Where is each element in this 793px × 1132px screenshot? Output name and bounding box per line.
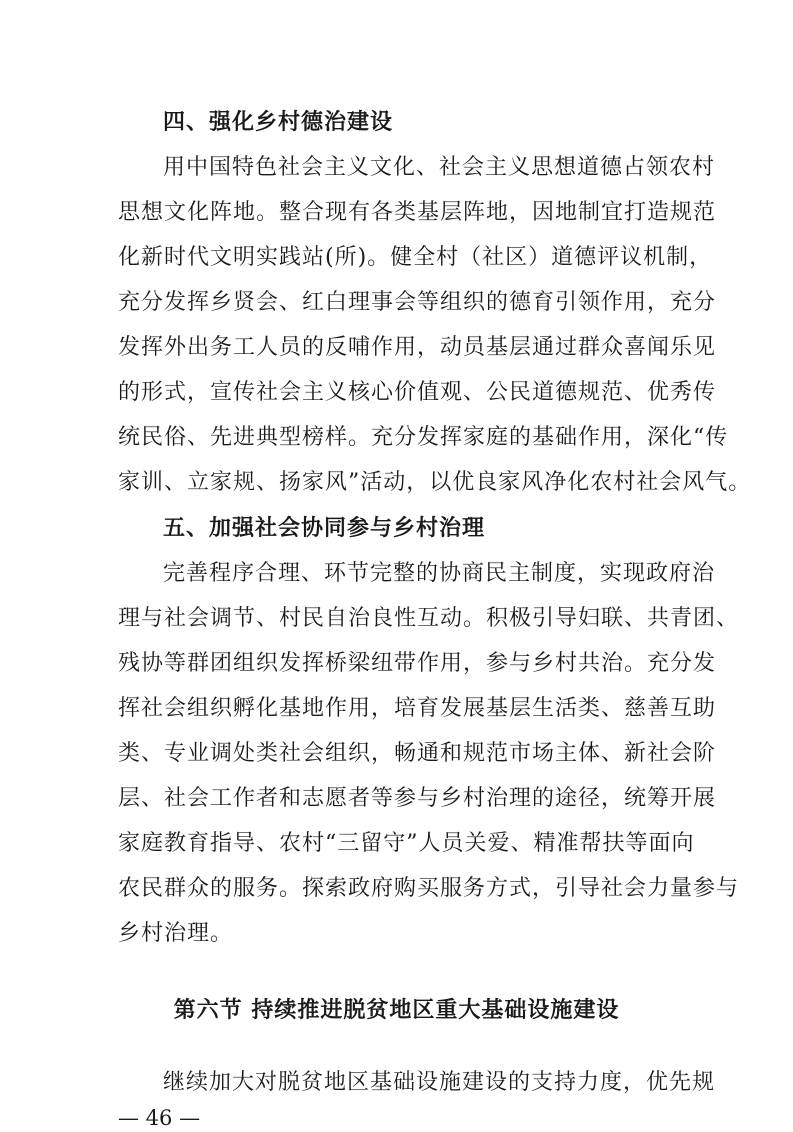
heading-social-collaboration: 五、加强社会协同参与乡村治理: [163, 516, 486, 541]
paragraph-line: 统民俗、先进典型榜样。充分发挥家庭的基础作用，深化“传: [118, 425, 729, 450]
paragraph-line: 继续加大对脱贫地区基础设施建设的支持力度，优先规: [163, 1070, 716, 1095]
section-title: 第六节 持续推进脱贫地区重大基础设施建设: [173, 998, 620, 1023]
paragraph-line: 农民群众的服务。探索政府购买服务方式，引导社会力量参与: [118, 876, 740, 901]
paragraph-line: 用中国特色社会主义文化、社会主义思想道德占领农村: [163, 155, 716, 180]
page-number: — 46 —: [118, 1106, 201, 1130]
paragraph-line: 完善程序合理、环节完整的协商民主制度，实现政府治: [163, 561, 716, 586]
paragraph-line: 家庭教育指导、农村“三留守”人员关爱、精准帮扶等面向: [118, 831, 695, 856]
paragraph-line: 理与社会调节、村民自治良性互动。积极引导妇联、共青团、: [118, 606, 740, 631]
paragraph-line: 类、专业调处类社会组织，畅通和规范市场主体、新社会阶: [118, 741, 717, 766]
paragraph-line: 思想文化阵地。整合现有各类基层阵地，因地制宜打造规范: [118, 200, 717, 225]
paragraph-line: 的形式，宣传社会主义核心价值观、公民道德规范、优秀传: [118, 380, 717, 405]
paragraph-line: 家训、立家规、扬家风”活动，以优良家风净化农村社会风气。: [118, 470, 752, 495]
paragraph-line: 发挥外出务工人员的反哺作用，动员基层通过群众喜闻乐见: [118, 335, 717, 360]
heading-strengthen-moral-governance: 四、强化乡村德治建设: [163, 110, 394, 135]
paragraph-line: 化新时代文明实践站(所)。健全村（社区）道德评议机制，: [118, 245, 713, 270]
paragraph-line: 挥社会组织孵化基地作用，培育发展基层生活类、慈善互助: [118, 696, 717, 721]
paragraph-line: 残协等群团组织发挥桥梁纽带作用，参与乡村共治。充分发: [118, 651, 717, 676]
paragraph-line: 充分发挥乡贤会、红白理事会等组织的德育引领作用，充分: [118, 290, 717, 315]
paragraph-line: 层、社会工作者和志愿者等参与乡村治理的途径，统筹开展: [118, 786, 717, 811]
paragraph-line: 乡村治理。: [118, 921, 234, 946]
